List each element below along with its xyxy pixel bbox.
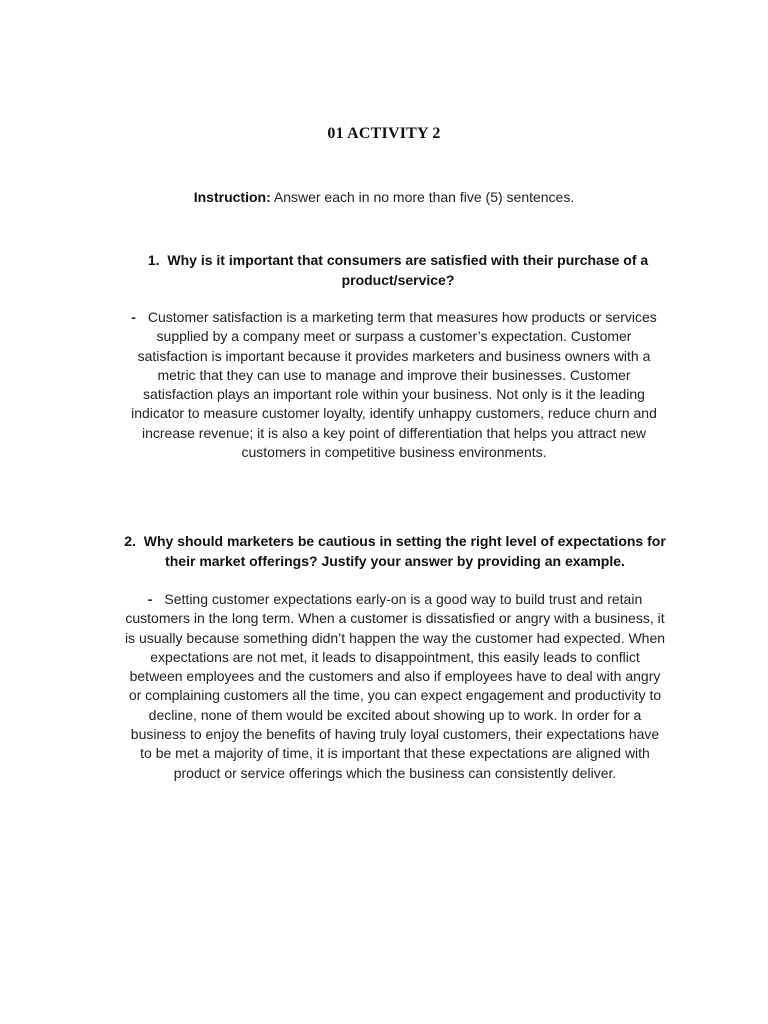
answer-1-text: Customer satisfaction is a marketing term that measures how products or services supplied by a company meet or surpass a customer’s expectation. Customer satisfaction is important because it provides marketers and business owners with a metric that they can use to manage and improve their businesses. Customer satisfaction plays an important role within your business. Not only is it the leading indicator to measure customer loyalty, identify unhappy customers, reduce churn and increase revenue; it is also a key point of differentiation that helps you attract new customers in competitive business environments. xyxy=(131,309,657,461)
question-2-text: Why should marketers be cautious in setting the right level of expectations for their market offerings? Justify your answer by providing an example. xyxy=(143,533,666,569)
instruction-line xyxy=(0,189,768,205)
answer-2-bullet: - xyxy=(147,591,153,607)
instruction-text: Answer each in no more than five (5) sentences. xyxy=(273,189,575,205)
document-title: 01 ACTIVITY 2 xyxy=(327,125,441,142)
answer-2-text: Setting customer expectations early-on is a good way to build trust and retain customers in the long term. When a customer is dissatisfied or angry with a business, it is usually because something didn’t happen the way the customer had expected. When expectations are not met, it leads to disappointment, this easily leads to conflict between employees and the customers and also if employees have to deal with angry or complaining customers all the time, you can expect engagement and productivity to decline, none of them would be excited about showing up to work. In order for a business to enjoy the benefits of having truly loyal customers, their expectations have to be met a majority of time, it is important that these expectations are aligned with product or service offerings which the business can consistently deliver. xyxy=(124,591,666,781)
answer-1 xyxy=(124,308,664,462)
question-2 xyxy=(110,531,680,571)
question-1-text: Why is it important that consumers are satisfied with their purchase of a product/service? xyxy=(167,252,649,288)
answer-1-bullet: - xyxy=(131,309,136,325)
question-2-number: 2. xyxy=(124,533,136,549)
answer-2 xyxy=(124,590,666,783)
instruction-label: Instruction: xyxy=(193,189,271,205)
question-1-number: 1. xyxy=(147,252,160,268)
question-1 xyxy=(118,250,678,290)
